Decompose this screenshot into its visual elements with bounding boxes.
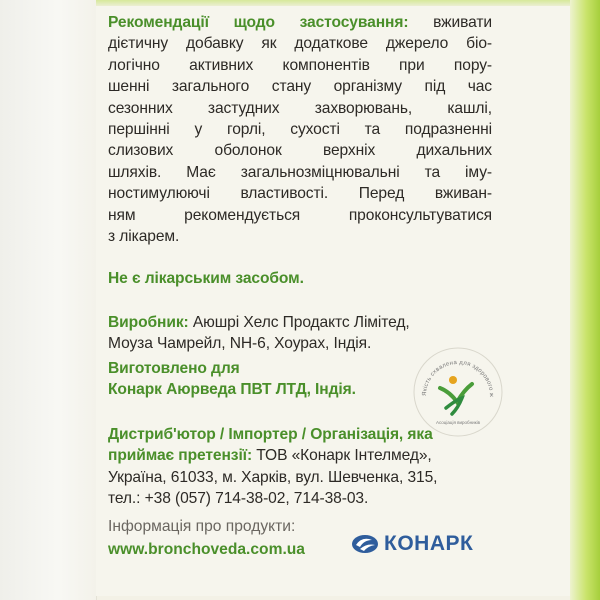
distributor-address: Україна, 61033, м. Харків, вул. Шевченка, 315,: [108, 468, 438, 486]
recommendations-text-line: шенні загального стану організму під час: [108, 78, 492, 96]
distributor-line-2: [108, 445, 500, 466]
distributor-block: [108, 424, 500, 510]
brand-name: КОНАРК: [384, 532, 474, 555]
recommendations-text-line: ностимулюючі властивості. Перед вживан-: [108, 185, 492, 203]
recommendations-text-line: логічно активних компонентів при пору-: [108, 56, 492, 74]
konark-logo: [350, 529, 473, 559]
manufacturer-name: Аюшрі Хелс Продактс Лімітед,: [188, 314, 410, 331]
product-info-label: Інформація про продукти:: [108, 518, 296, 535]
package-left-edge: [0, 0, 97, 600]
seal-bottom-text: Асоціація виробників: [436, 420, 480, 425]
recommendations-text-line: слизових оболонок верхніх дихальних: [108, 142, 492, 160]
distributor-label: Дистриб'ютор / Імпортер / Організація, яка: [108, 426, 433, 443]
manufacturer-address: Моуза Чамрейл, NH-6, Хоурах, Індія.: [108, 335, 372, 353]
recommendations-heading: Рекомендації щодо застосування:: [108, 14, 409, 31]
recommendations-text-line: вживати: [408, 14, 492, 31]
distributor-phone: тел.: +38 (057) 714-38-02, 714-38-03.: [108, 490, 369, 508]
website-link[interactable]: www.bronchoveda.com.ua: [108, 541, 305, 558]
recommendations-text-line: з лікарем.: [108, 227, 180, 245]
recommendations-first-line: [108, 12, 492, 33]
recommendations-block: [108, 12, 492, 247]
made-for-company: Конарк Аюрведа ПВТ ЛТД, Індія.: [108, 381, 356, 399]
package-right-edge: [570, 0, 600, 600]
not-medicine-notice: Не є лікарським засобом.: [108, 270, 304, 287]
manufacturer-line-1: [108, 312, 498, 333]
distributor-company: ТОВ «Конарк Інтелмед»,: [252, 447, 432, 465]
seal-arc-text: Якість схвалена для здорового ж: [421, 359, 495, 398]
recommendations-text-line: шляхів. Має загальнозміцнювальні та іму-: [108, 163, 492, 181]
recommendations-text-line: першінні у горлі, сухості та подразненні: [108, 120, 492, 138]
recommendations-text-line: ням рекомендується проконсультуватися: [108, 206, 492, 224]
konark-logo-icon: [350, 532, 380, 556]
manufacturer-label: Виробник:: [108, 314, 189, 331]
made-for-label: Виготовлено для: [108, 360, 240, 377]
recommendations-text-line: дієтичну добавку як додаткове джерело біо-: [108, 35, 492, 53]
distributor-label-cont: приймає претензії:: [108, 447, 253, 465]
recommendations-text-line: сезонних застудних захворювань, кашлі,: [108, 99, 492, 117]
